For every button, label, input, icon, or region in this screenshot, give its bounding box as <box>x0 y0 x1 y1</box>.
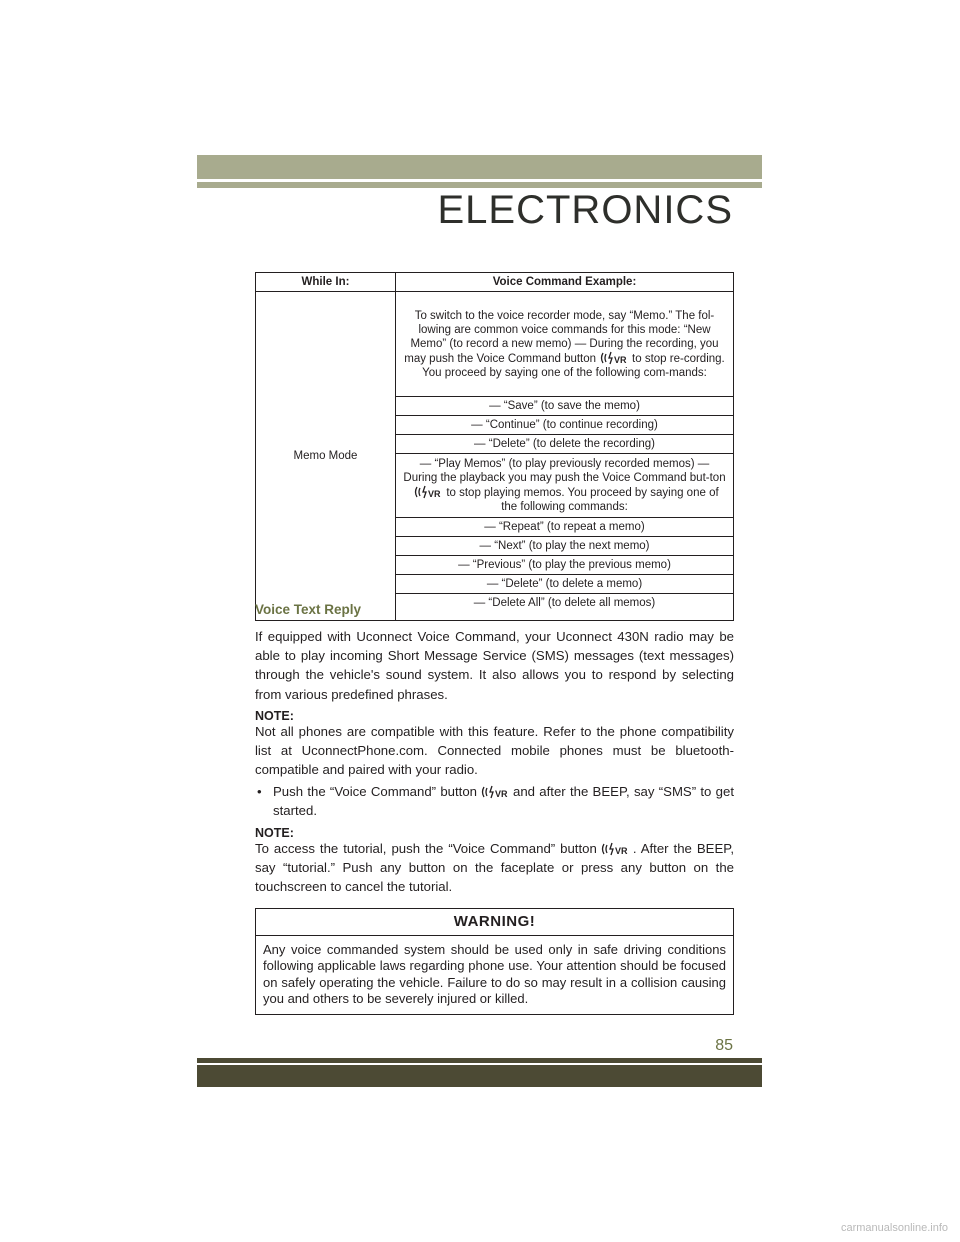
voice-command-icon <box>600 842 630 856</box>
svg-text:VR: VR <box>495 789 508 799</box>
svg-text:VR: VR <box>614 846 628 856</box>
section-title: ELECTRONICS <box>437 188 733 232</box>
header-accent-bar <box>197 155 762 179</box>
footer-accent-bar <box>197 1065 762 1087</box>
table-cell: — “Delete All” (to delete all memos) <box>396 594 734 621</box>
bullet-dot: • <box>257 784 262 799</box>
table-cell: — “Delete” (to delete a memo) <box>396 575 734 594</box>
svg-text:VR: VR <box>614 354 627 365</box>
table-row <box>256 292 734 397</box>
voice-command-icon <box>480 785 510 799</box>
section-heading: Voice Text Reply <box>255 602 362 617</box>
note-paragraph: Not all phones are compatible with this feature. Refer to the phone compatibility list at UconnectPhone.com. Connected mobile phones must be bluetooth-compatible and paired with your radio. <box>255 724 734 778</box>
note-label: NOTE: <box>255 826 294 840</box>
note-label: NOTE: <box>255 709 294 723</box>
table-cell: — “Previous” (to play the previous memo) <box>396 556 734 575</box>
table-cell: — “Play Memos” (to play previously recorded memos) — During the playback you may push the Voice Command but-ton VR to stop playing memos. You proceed by saying one of the following commands: <box>396 454 734 518</box>
mode-cell: Memo Mode <box>256 292 396 621</box>
table-cell: To switch to the voice recorder mode, say “Memo.” The fol-lowing are common voice commands for this mode: “New Memo” (to record a new memo) — During the recording, you may push the Voice Command button VR to stop re-cording. You proceed by saying one of the following com-mands: <box>396 292 734 397</box>
table-cell: — “Continue” (to continue recording) <box>396 416 734 435</box>
table-cell: — “Repeat” (to repeat a memo) <box>396 518 734 537</box>
table-cell: — “Delete” (to delete the recording) <box>396 435 734 454</box>
watermark: carmanualsonline.info <box>840 1222 948 1234</box>
table-header-row <box>256 273 734 292</box>
col-header-example: Voice Command Example: <box>396 273 734 292</box>
warning-title: WARNING! <box>256 909 733 936</box>
footer-accent-line <box>197 1058 762 1063</box>
warning-box <box>255 908 734 1015</box>
note-paragraph: To access the tutorial, push the “Voice Command” button VR . After the BEEP, say “tutorial.” Push any button on the faceplate or press any button on the touchscreen to cancel the tutorial. <box>255 841 734 895</box>
col-header-while-in: While In: <box>256 273 396 292</box>
table-cell: — “Next” (to play the next memo) <box>396 537 734 556</box>
voice-command-icon <box>413 485 443 499</box>
voice-command-table <box>255 272 734 621</box>
page-number: 85 <box>715 1037 733 1054</box>
table-cell: — “Save” (to save the memo) <box>396 397 734 416</box>
svg-text:VR: VR <box>428 489 441 499</box>
intro-paragraph: If equipped with Uconnect Voice Command, your Uconnect 430N radio may be able to play incoming Short Message Service (SMS) messages (text messages) through the vehicle's sound system. It also allows you to respond by selecting from various predefined phrases. <box>255 629 734 702</box>
voice-command-icon <box>599 351 629 365</box>
bullet-text: Push the “Voice Command” button VR and after the BEEP, say “SMS” to get started. <box>273 784 734 819</box>
warning-text: Any voice commanded system should be used only in safe driving conditions following applicable laws regarding phone use. Your attention should be focused on safely operating the vehicle. Failure to do so may result in a collision causing you and others to be severely injured or killed. <box>263 942 726 1007</box>
